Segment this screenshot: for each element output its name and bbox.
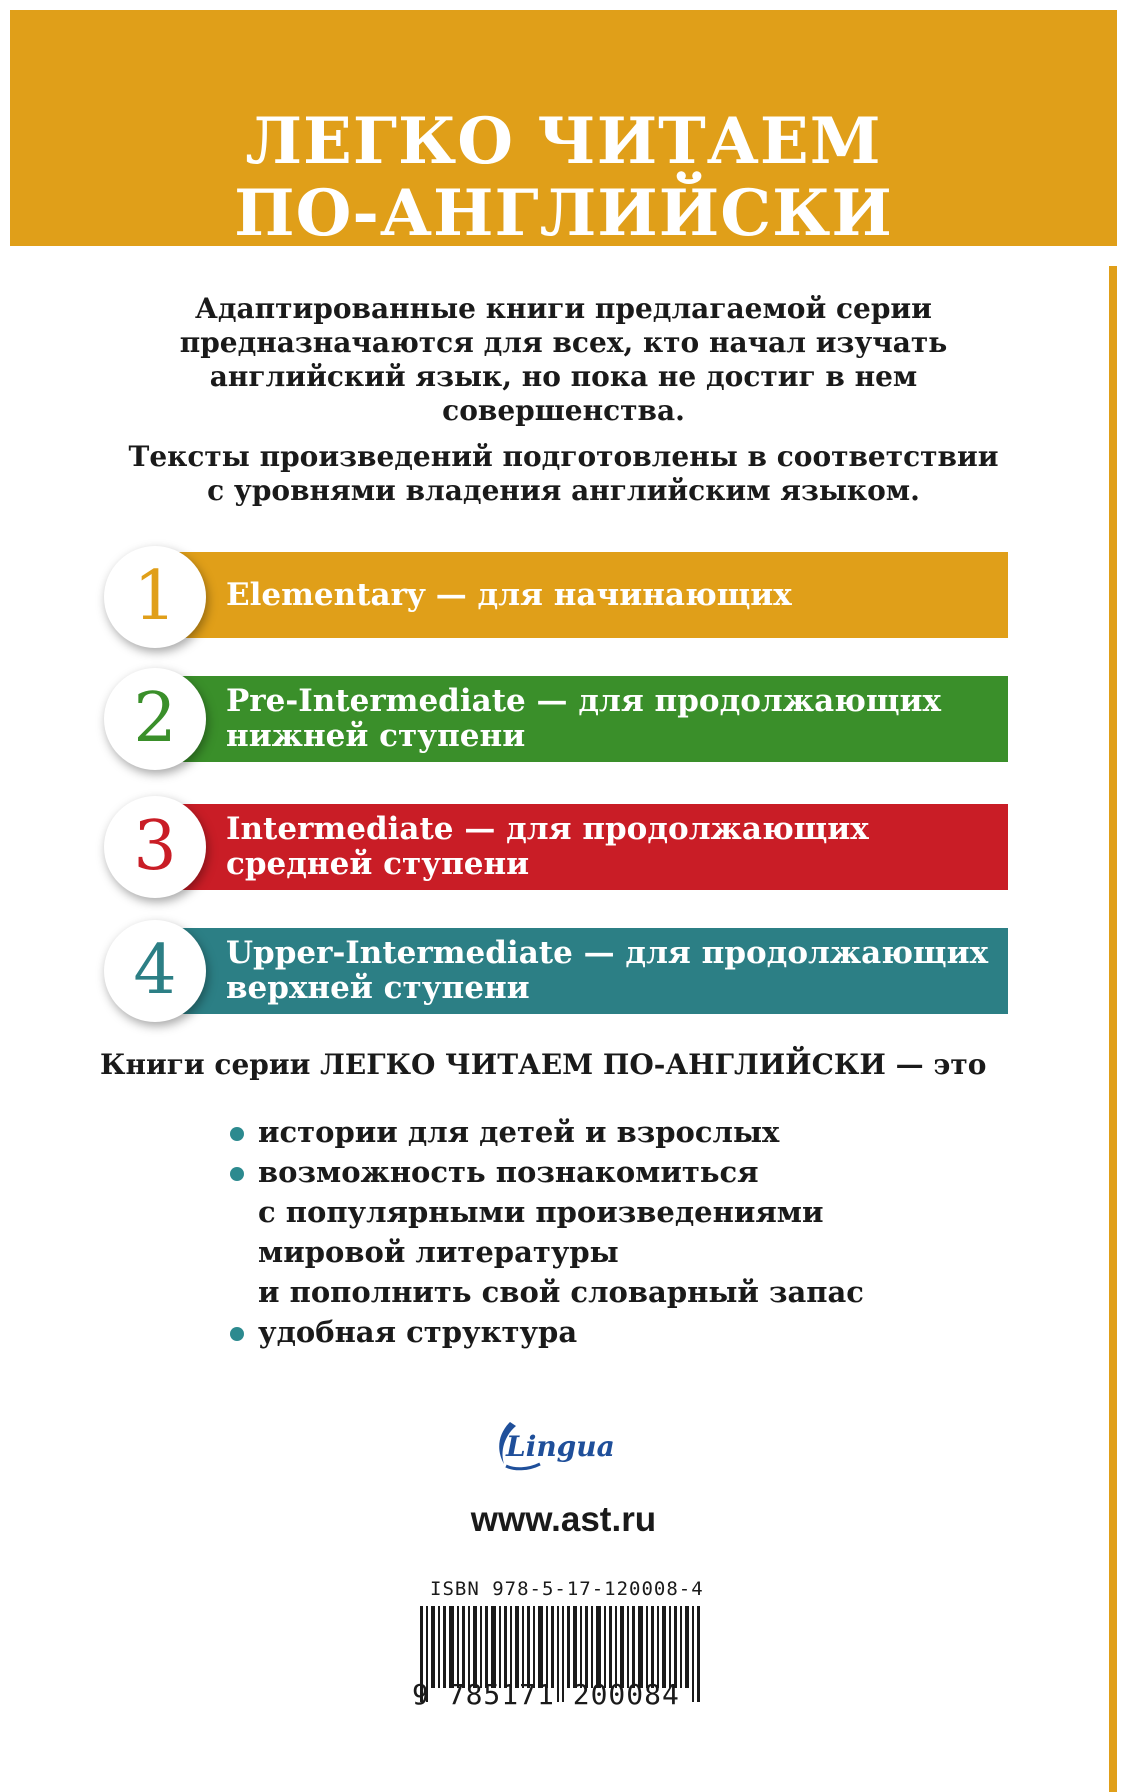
intro-line: Тексты произведений подготовлены в соответствии xyxy=(128,440,999,473)
lingua-logo-text: Lingua xyxy=(506,1430,615,1463)
feature-line: удобная структура xyxy=(258,1315,578,1349)
level-2-number-badge xyxy=(104,668,206,770)
barcode-digits: 9 785171 200084 xyxy=(412,1678,680,1711)
level-4-number-badge xyxy=(104,920,206,1022)
feature-line: мировой литературы xyxy=(258,1235,619,1269)
bullet-dot-icon xyxy=(230,1167,244,1181)
lingua-logo xyxy=(488,1416,618,1476)
bullet-dot-icon xyxy=(230,1327,244,1341)
series-features-list xyxy=(230,1112,864,1352)
level-4-label: Upper-Intermediate — для продолжающих xyxy=(226,935,989,971)
intro-paragraph-1 xyxy=(0,292,1127,428)
title-line-2: ПО-АНГЛИЙСКИ xyxy=(234,176,893,251)
feature-line: возможность познакомиться xyxy=(258,1155,759,1189)
level-1-number: 1 xyxy=(133,557,177,636)
feature-item xyxy=(230,1112,864,1152)
intro-line: с уровнями владения английским языком. xyxy=(207,474,920,507)
feature-item xyxy=(230,1312,864,1352)
level-3-bar xyxy=(178,804,1008,890)
level-4-number: 4 xyxy=(133,931,177,1010)
level-4-sublabel: верхней ступени xyxy=(226,970,530,1006)
level-2-text xyxy=(226,676,941,762)
intro-line: английский язык, но пока не достиг в нем xyxy=(209,360,918,393)
level-2-label: Pre-Intermediate — для продолжающих xyxy=(226,683,941,719)
level-1-bar xyxy=(178,552,1008,638)
feature-line: и пополнить свой словарный запас xyxy=(258,1275,864,1309)
intro-paragraph-2 xyxy=(0,440,1127,508)
level-2-bar xyxy=(178,676,1008,762)
level-2-sublabel: нижней ступени xyxy=(226,718,526,754)
level-1-label: Elementary — для начинающих xyxy=(226,576,792,613)
feature-item xyxy=(230,1152,864,1312)
bullet-dot-icon xyxy=(230,1127,244,1141)
publisher-website: www.ast.ru xyxy=(470,1500,657,1539)
isbn-label: ISBN 978-5-17-120008-4 xyxy=(430,1578,704,1600)
book-series-title xyxy=(10,106,1117,250)
level-3-label: Intermediate — для продолжающих xyxy=(226,811,869,847)
intro-line: предназначаются для всех, кто начал изучать xyxy=(179,326,948,359)
title-line-1: ЛЕГКО ЧИТАЕМ xyxy=(245,104,882,179)
series-intro-line: Книги серии ЛЕГКО ЧИТАЕМ ПО-АНГЛИЙСКИ — это xyxy=(100,1048,987,1081)
level-4-bar xyxy=(178,928,1008,1014)
level-1-text xyxy=(226,552,792,638)
level-4-text xyxy=(226,928,988,1014)
level-3-number: 3 xyxy=(133,807,177,886)
level-3-number-badge xyxy=(104,796,206,898)
feature-line: с популярными произведениями xyxy=(258,1195,824,1229)
feature-line: истории для детей и взрослых xyxy=(258,1115,780,1149)
level-3-sublabel: средней ступени xyxy=(226,846,530,882)
level-2-number: 2 xyxy=(133,679,177,758)
intro-line: совершенства. xyxy=(442,394,685,427)
level-1-number-badge xyxy=(104,546,206,648)
intro-line: Адаптированные книги предлагаемой серии xyxy=(195,292,932,325)
title-banner xyxy=(10,10,1117,251)
level-3-text xyxy=(226,804,869,890)
